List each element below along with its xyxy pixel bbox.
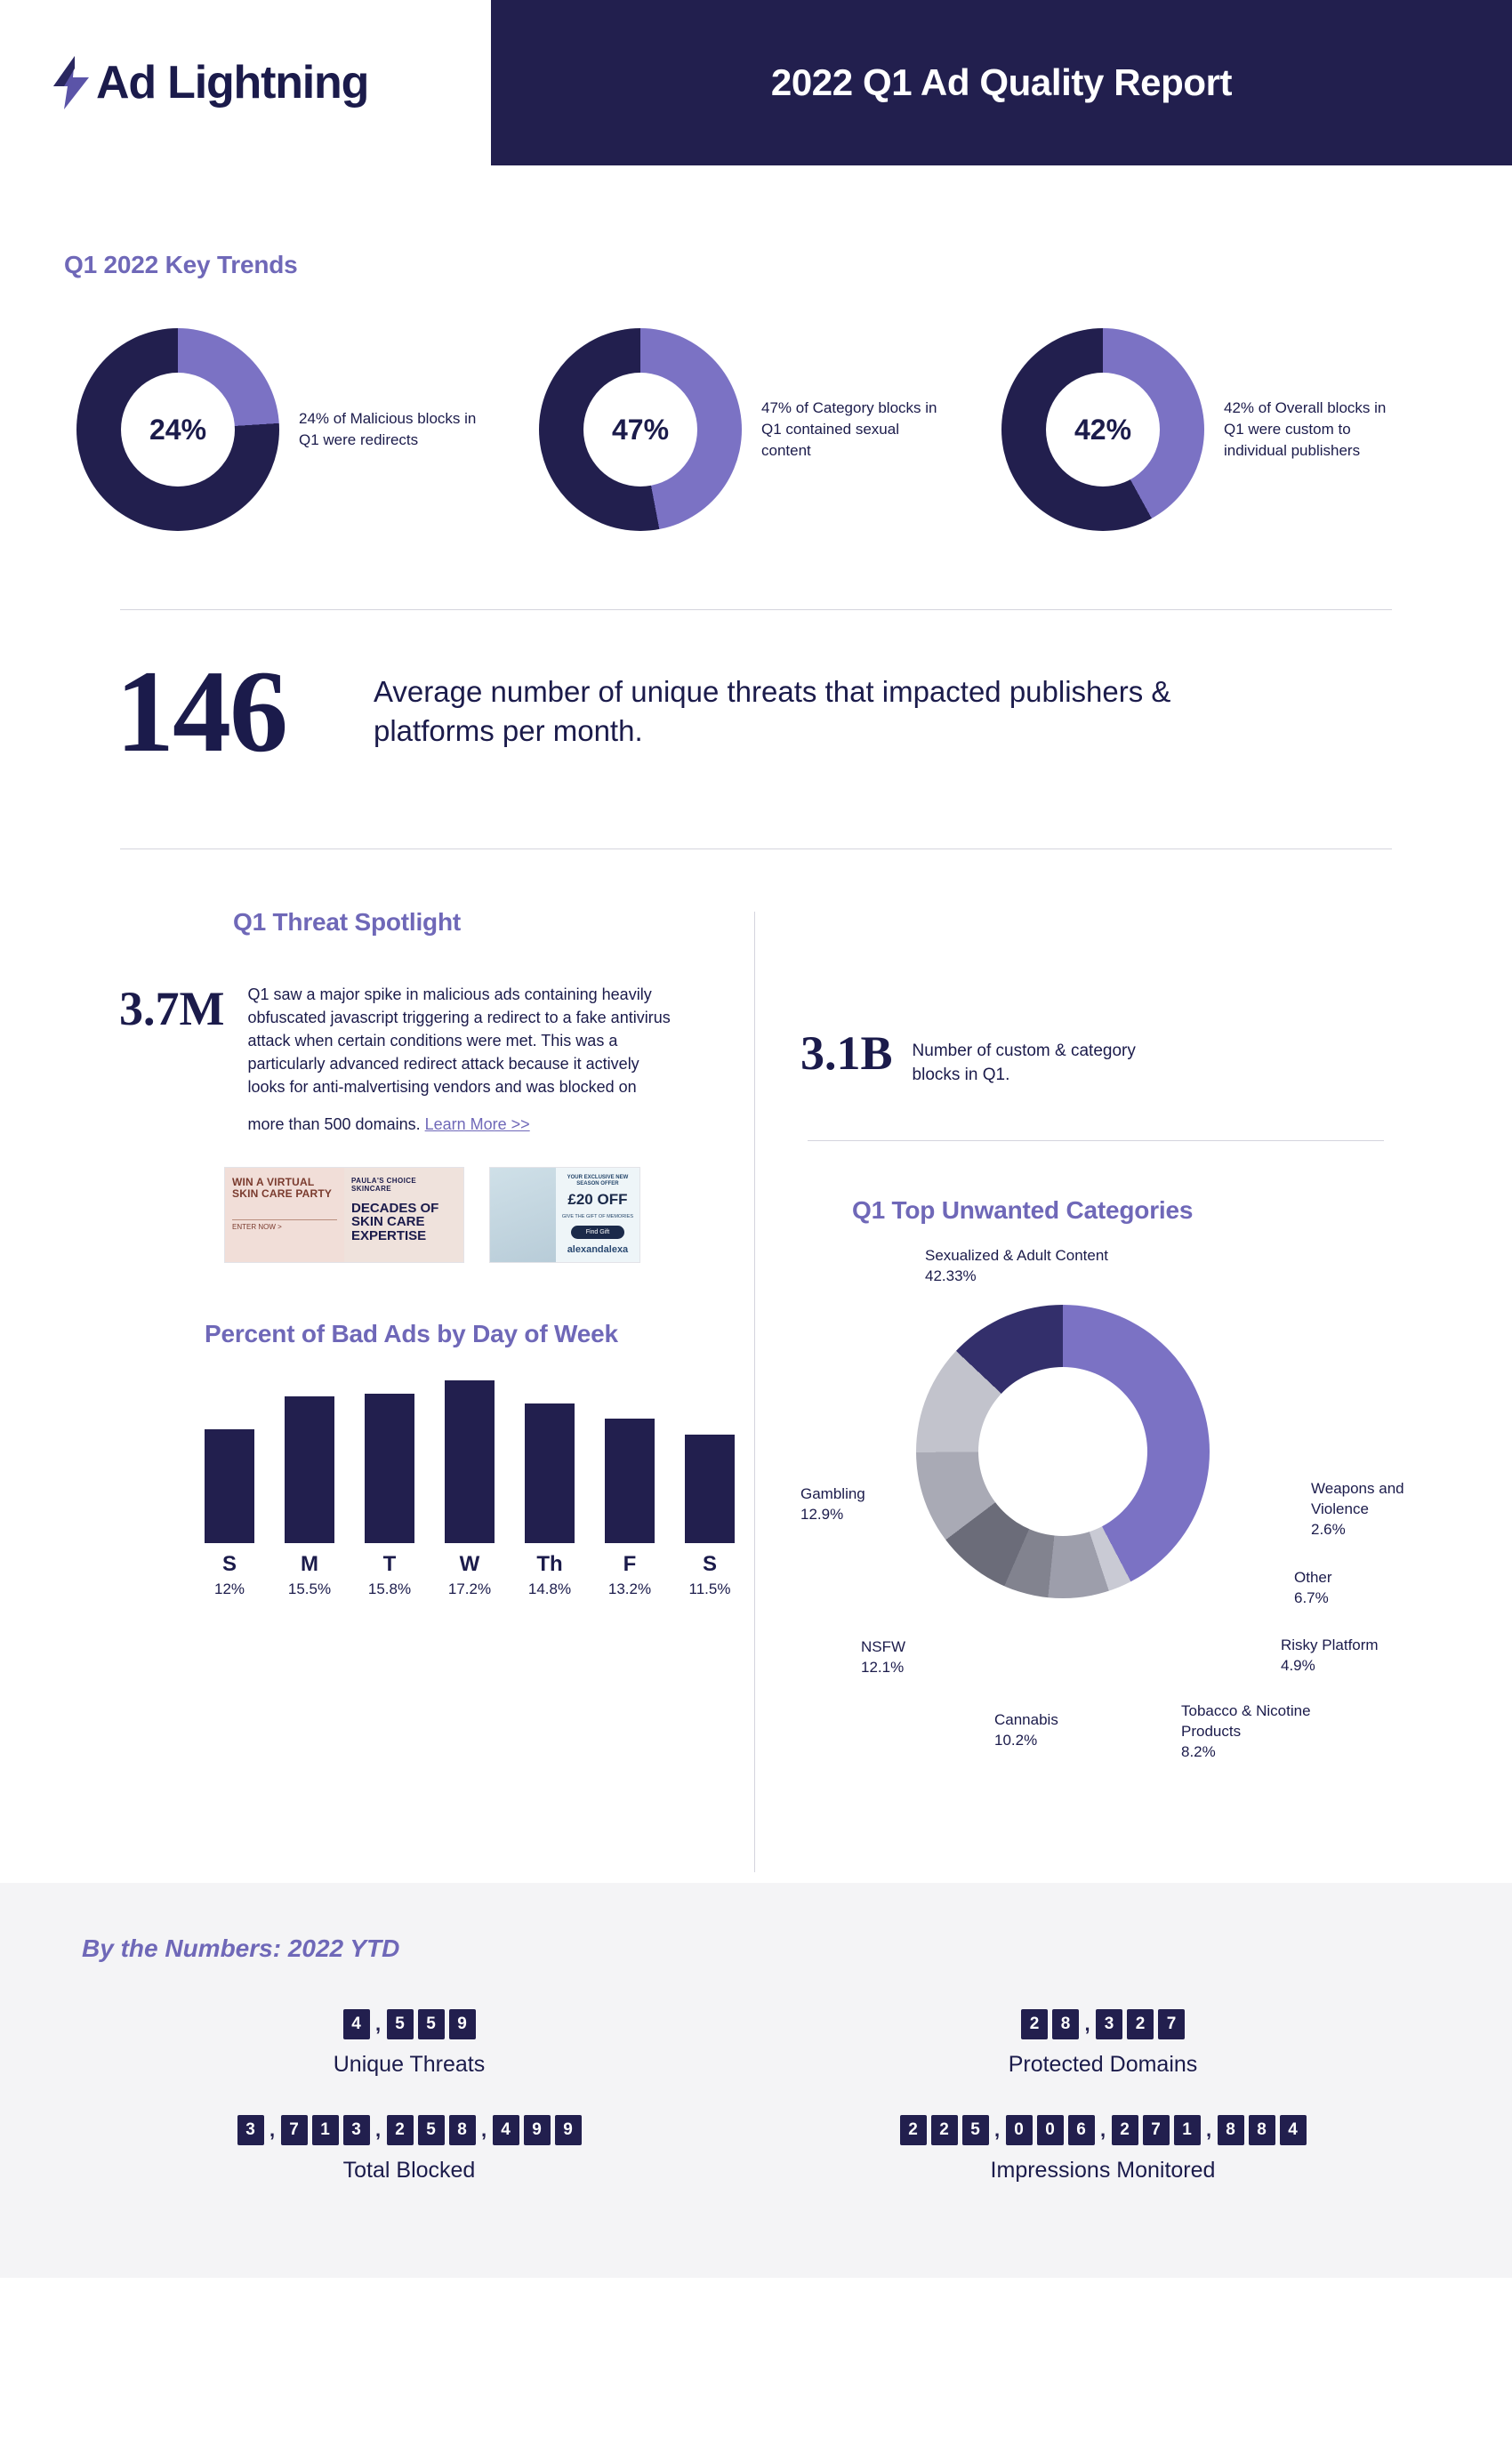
digit-tile: 0 [1006, 2115, 1033, 2145]
key-trends-donuts [64, 328, 1512, 531]
bar-category-label: F [623, 1551, 637, 1576]
threat-spotlight-text: Q1 saw a major spike in malicious ads containing heavily obfuscated javascript triggering a redirect to a fake antivirus attack when certain conditions were met. This was a particularly advanced redirect attack because it actively looks for anti-malvertising vendors and was blocked on more than 500 domains. [247, 985, 671, 1134]
digit-tile: 2 [1127, 2009, 1154, 2039]
stat-label: Total Blocked [342, 2157, 476, 2183]
digit-tile: 2 [1112, 2115, 1138, 2145]
bar-category-label: S [702, 1551, 717, 1576]
donut-chart-malicious [76, 328, 279, 531]
donut-value: 47% [583, 373, 697, 487]
digit-tile: 6 [1068, 2115, 1095, 2145]
donut-caption: 47% of Category blocks in Q1 contained sexual content [761, 398, 937, 460]
thumb-cta: ENTER NOW > [232, 1219, 337, 1231]
digits-display: 2 2 5 , 0 0 6 , 2 7 1 , 8 8 4 [756, 2115, 1450, 2145]
digits-display: 2 8 , 3 2 7 [756, 2009, 1450, 2039]
digit-tile: 7 [1158, 2009, 1185, 2039]
thumb-button[interactable]: Find Gift [571, 1226, 624, 1239]
threat-spotlight-number: 3.7M [119, 982, 225, 1035]
digit-tile: 3 [1096, 2009, 1122, 2039]
bar-category-label: Th [536, 1551, 563, 1576]
category-label-cannabis: Cannabis 10.2% [994, 1711, 1058, 1749]
thumb-brand: PAULA'S CHOICE SKINCARE [351, 1176, 417, 1193]
category-label-other: Other 6.7% [1294, 1569, 1332, 1607]
category-label-risky: Risky Platform 4.9% [1281, 1637, 1379, 1675]
thumb-brand: alexandalexa [567, 1244, 629, 1256]
big-number-caption: Average number of unique threats that impacted publishers & platforms per month. [374, 675, 1171, 747]
digit-tile: 2 [1021, 2009, 1048, 2039]
donut-hole [978, 1367, 1147, 1536]
bar-value-label: 12% [213, 1580, 245, 1597]
digit-tile: 5 [962, 2115, 989, 2145]
category-label-nsfw: NSFW 12.1% [861, 1638, 906, 1677]
bar-category-label: W [459, 1551, 480, 1576]
stats-column-left [62, 2009, 756, 2221]
digit-tile: 4 [1280, 2115, 1307, 2145]
category-label-tobacco: Tobacco & Nicotine Products 8.2% [1181, 1702, 1311, 1761]
digit-tile: 4 [493, 2115, 519, 2145]
donut-caption: 42% of Overall blocks in Q1 were custom to individual publishers [1224, 398, 1387, 460]
bar-category-label: S [221, 1551, 237, 1576]
page-header [0, 0, 1512, 165]
bar-value-label: 13.2% [607, 1580, 652, 1597]
donut-chart-category [539, 328, 742, 531]
digit-tile: 2 [900, 2115, 927, 2145]
digit-tile: 8 [1218, 2115, 1244, 2145]
stat-label: Impressions Monitored [990, 2157, 1216, 2183]
key-trends-heading: Q1 2022 Key Trends [64, 251, 298, 278]
digit-tile: 1 [312, 2115, 339, 2145]
divider [808, 1140, 1384, 1141]
logo-text: Ad Lightning [96, 57, 369, 109]
digit-tile: 7 [1143, 2115, 1170, 2145]
donut-chart-categories [916, 1305, 1210, 1598]
digit-tile: 8 [449, 2115, 476, 2145]
categories-chart-title: Q1 Top Unwanted Categories [852, 1196, 1194, 1225]
digit-tile: 1 [1174, 2115, 1201, 2145]
thumb-eyebrow: YOUR EXCLUSIVE NEW SEASON OFFER [567, 1174, 629, 1186]
category-label-adult: Sexualized & Adult Content 42.33% [925, 1247, 1109, 1285]
key-trend-item [1001, 328, 1409, 531]
digit-tile: 2 [931, 2115, 958, 2145]
digit-tile: 5 [387, 2009, 414, 2039]
footer-heading: By the Numbers: 2022 YTD [82, 1934, 400, 1962]
donut-value: 24% [121, 373, 235, 487]
categories-chart [0, 1246, 1512, 1780]
stats-column-right [756, 2009, 1450, 2221]
stat-total-blocked [62, 2115, 756, 2184]
thumb-headline: WIN A VIRTUAL SKIN CARE PARTY [232, 1175, 333, 1200]
stats-grid [0, 2009, 1512, 2221]
bar-category-label: M [301, 1551, 318, 1576]
bar-category-label: T [382, 1551, 397, 1576]
donut-caption: 24% of Malicious blocks in Q1 were redirects [299, 409, 477, 448]
digit-tile: 8 [1249, 2115, 1275, 2145]
thumb-subtext: GIVE THE GIFT OF MEMORIES [561, 1213, 634, 1219]
digit-tile: 3 [343, 2115, 370, 2145]
donut-value: 42% [1046, 373, 1160, 487]
stat-impressions-monitored [756, 2115, 1450, 2184]
digit-tile: 8 [1052, 2009, 1079, 2039]
digit-tile: 4 [343, 2009, 370, 2039]
digit-tile: 9 [449, 2009, 476, 2039]
key-trend-item [76, 328, 484, 531]
bar-value-label: 14.8% [527, 1580, 572, 1597]
learn-more-link[interactable]: Learn More >> [424, 1115, 530, 1134]
custom-blocks-stat [0, 1027, 1512, 1087]
digit-tile: 7 [281, 2115, 308, 2145]
digit-tile: 9 [524, 2115, 551, 2145]
lightning-bolt-icon [52, 56, 91, 109]
report-title-bar [491, 0, 1512, 165]
bar-value-label: 15.8% [367, 1580, 412, 1597]
key-trends-section [0, 165, 1512, 531]
page-title: 2022 Q1 Ad Quality Report [770, 61, 1233, 103]
digits-display: 4 , 5 5 9 [62, 2009, 756, 2039]
bar-value-label: 17.2% [447, 1580, 492, 1597]
thumb-subhead: DECADES OF SKIN CARE EXPERTISE [351, 1200, 439, 1244]
stat-protected-domains [756, 2009, 1450, 2078]
average-threats-stat [0, 610, 1512, 776]
threat-spotlight-heading: Q1 Threat Spotlight [233, 908, 461, 936]
stat-unique-threats [62, 2009, 756, 2078]
right-column-content [0, 1027, 1512, 1780]
donut-chart-overall [1001, 328, 1204, 531]
category-label-gambling: Gambling 12.9% [800, 1485, 865, 1524]
digit-tile: 2 [387, 2115, 414, 2145]
category-label-weapons: Weapons and Violence 2.6% [1311, 1480, 1404, 1539]
big-number: 146 [116, 646, 286, 776]
bar-chart-title: Percent of Bad Ads by Day of Week [205, 1319, 618, 1347]
custom-blocks-caption: Number of custom & category blocks in Q1. [912, 1042, 1136, 1084]
brand-logo [0, 0, 491, 165]
stat-label: Protected Domains [1008, 2051, 1198, 2077]
custom-blocks-number: 3.1B [800, 1026, 893, 1080]
by-the-numbers-section [0, 1883, 1512, 2278]
digit-tile: 9 [555, 2115, 582, 2145]
digit-tile: 5 [418, 2115, 445, 2145]
stat-label: Unique Threats [333, 2051, 486, 2077]
digit-tile: 5 [418, 2009, 445, 2039]
digit-tile: 3 [237, 2115, 264, 2145]
bar-value-label: 15.5% [287, 1580, 332, 1597]
thumb-offer: £20 OFF [567, 1190, 628, 1208]
bar-value-label: 11.5% [688, 1580, 731, 1597]
digit-tile: 0 [1037, 2115, 1064, 2145]
digits-display: 3 , 7 1 3 , 2 5 8 , 4 9 9 [62, 2115, 756, 2145]
key-trend-item [539, 328, 946, 531]
